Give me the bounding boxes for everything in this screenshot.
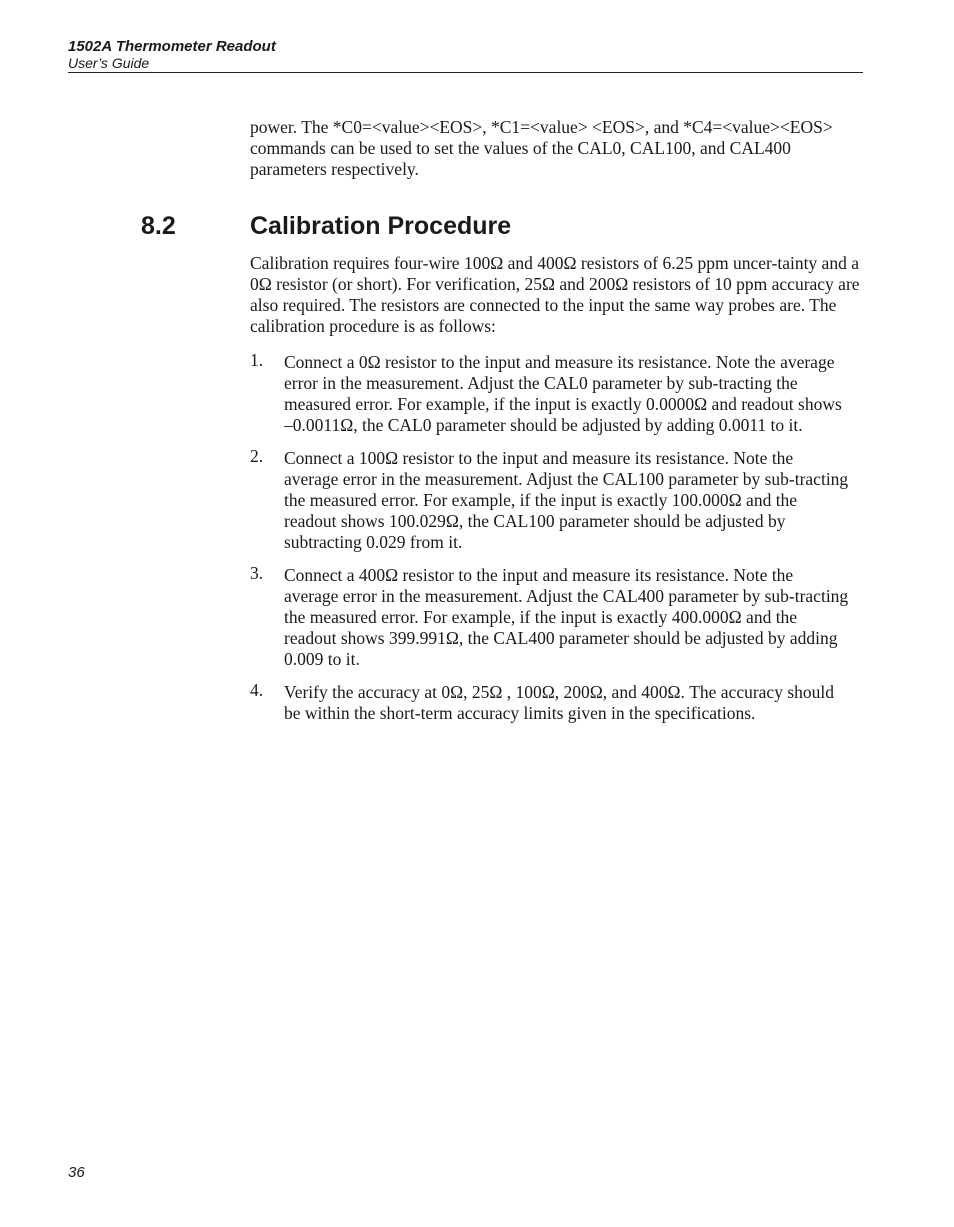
- procedure-steps-list: [250, 352, 850, 736]
- step-number: 1.: [250, 350, 264, 370]
- section-intro-paragraph: Calibration requires four-wire 100Ω and 400Ω resistors of 6.25 ppm uncer-tainty and a 0Ω resistor (or short). For verification, 25Ω and 200Ω resistors of 10 ppm accuracy are also required. The resistors are connected to the input the same way probes are. The calibration procedure is as follows:: [250, 253, 860, 336]
- header-divider: [68, 72, 863, 73]
- step-number: 2.: [250, 446, 264, 466]
- section-number: 8.2: [141, 212, 176, 240]
- step-text: Verify the accuracy at 0Ω, 25Ω , 100Ω, 200Ω, and 400Ω. The accuracy should be within the short-term accuracy limits given in the specifications.: [284, 682, 834, 723]
- step-number: 3.: [250, 563, 264, 583]
- procedure-step: [250, 352, 850, 436]
- step-number: 4.: [250, 680, 264, 700]
- running-header: [68, 38, 863, 71]
- procedure-step: [250, 682, 850, 724]
- procedure-step: [250, 565, 850, 670]
- step-text: Connect a 0Ω resistor to the input and measure its resistance. Note the average error in the measurement. Adjust the CAL0 parameter by sub-tracting the measured error. For example, if the input is exactly 0.0000Ω and readout shows –0.0011Ω, the CAL0 parameter should be adjusted by adding 0.0011 to it.: [284, 352, 842, 435]
- section-title: Calibration Procedure: [250, 212, 512, 240]
- procedure-step: [250, 448, 850, 553]
- step-text: Connect a 100Ω resistor to the input and measure its resistance. Note the average error in the measurement. Adjust the CAL100 parameter by sub-tracting the measured error. For example, if the input is exactly 100.000Ω and the readout shows 100.029Ω, the CAL100 parameter should be adjusted by subtracting 0.029 from it.: [284, 448, 849, 552]
- page-number: 36: [68, 1164, 85, 1181]
- step-text: Connect a 400Ω resistor to the input and measure its resistance. Note the average error in the measurement. Adjust the CAL400 parameter by sub-tracting the measured error. For example, if the input is exactly 400.000Ω and the readout shows 399.991Ω, the CAL400 parameter should be adjusted by adding 0.009 to it.: [284, 565, 849, 669]
- intro-paragraph: power. The *C0=<value><EOS>, *C1=<value> <EOS>, and *C4=<value><EOS> commands can be used to set the values of the CAL0, CAL100, and CAL400 parameters respectively.: [250, 117, 833, 179]
- document-subtitle: User’s Guide: [68, 55, 150, 71]
- document-title: 1502A Thermometer Readout: [68, 38, 276, 55]
